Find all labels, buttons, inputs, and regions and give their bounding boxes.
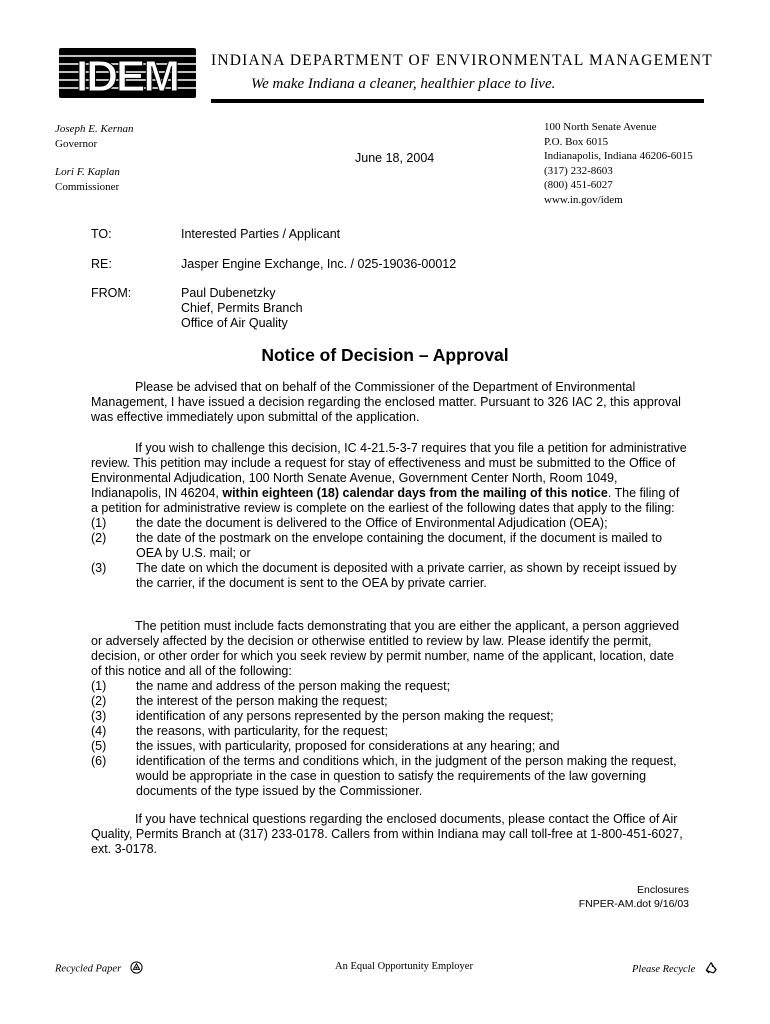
from-value <box>181 286 303 331</box>
list-item-text: the reasons, with particularity, for the request; <box>136 724 388 738</box>
list-item-number: (3) <box>91 561 107 575</box>
list-item <box>91 724 687 739</box>
list-item-number: (6) <box>91 754 107 768</box>
list-item <box>91 516 687 531</box>
list-item <box>91 739 687 754</box>
commissioner-block <box>55 165 120 194</box>
governor-name: Joseph E. Kernan <box>55 123 134 135</box>
petition-items-list <box>91 679 687 799</box>
list-item-text: the date the document is delivered to the Office of Environmental Adjudication (OEA); <box>136 516 608 530</box>
footer-left-text: Recycled Paper <box>55 963 122 975</box>
agency-tagline: We make Indiana a cleaner, healthier place to live. <box>251 76 556 92</box>
from-title: Chief, Permits Branch <box>181 301 303 315</box>
list-item-number: (4) <box>91 724 107 738</box>
list-item-text: the name and address of the person making the request; <box>136 679 451 693</box>
enclosures-block <box>579 883 689 911</box>
address-phone: (317) 232-8603 <box>544 164 613 177</box>
paragraph-advisement <box>91 380 687 425</box>
governor-block <box>55 122 134 151</box>
list-item-number: (1) <box>91 516 107 530</box>
re-label: RE: <box>91 257 112 271</box>
enclosures-label: Enclosures <box>637 884 689 896</box>
address-website: www.in.gov/idem <box>544 193 623 206</box>
notice-title: Notice of Decision – Approval <box>261 345 509 365</box>
from-label: FROM: <box>91 286 132 300</box>
footer-please-recycle <box>632 961 718 978</box>
list-item <box>91 754 687 799</box>
logo-text: IDEM <box>76 52 178 101</box>
list-item <box>91 709 687 724</box>
para3-text: The petition must include facts demonstrating that you are either the applicant, a person aggrieved or adversely affected by the decision or otherwise entitled to review by law. Please identify the permit, decision, or other order for which you seek review by permit number, name of the applicant, location, date of this notice and all of the following: <box>91 619 680 678</box>
list-item <box>91 694 687 709</box>
paragraph-challenge <box>91 441 687 591</box>
filing-dates-list <box>91 516 687 591</box>
list-item-number: (1) <box>91 679 107 693</box>
address-city: Indianapolis, Indiana 46206-6015 <box>544 150 693 162</box>
commissioner-title: Commissioner <box>55 180 120 193</box>
filing-deadline: within eighteen (18) calendar days from the mailing of this notice <box>222 486 608 500</box>
para2-text <box>91 441 687 516</box>
to-value: Interested Parties / Applicant <box>181 227 341 241</box>
recycled-paper-icon <box>130 961 143 977</box>
list-item-number: (3) <box>91 709 107 723</box>
para2-text-a: If you wish to challenge this decision, IC 4-21.5-3-7 requires that you file a petition for administrative review. This petition may include a request for stay of effectiveness and must be submitted to the Office of Environmental Adjudication, 100 North Senate Avenue, Government Center North, Room 1049, Indianapolis, IN 46204, <box>91 441 687 500</box>
document-reference: FNPER-AM.dot 9/16/03 <box>578 898 689 910</box>
paragraph-petition <box>91 619 687 799</box>
letterhead-rule <box>211 99 704 103</box>
para1-text: Please be advised that on behalf of the Commissioner of the Department of Environmental Management, I have issued a decision regarding the enclosed matter. Pursuant to 326 IAC 2, this approval was effective immediately upon submittal of the application. <box>91 380 681 424</box>
footer-equal-opportunity: An Equal Opportunity Employer <box>335 961 473 972</box>
from-office: Office of Air Quality <box>181 316 288 330</box>
to-label: TO: <box>91 227 112 241</box>
idem-logo <box>55 44 200 102</box>
address-po-box: P.O. Box 6015 <box>544 135 609 148</box>
list-item-number: (5) <box>91 739 107 753</box>
list-item-number: (2) <box>91 531 107 545</box>
list-item-text: identification of any persons represented by the person making the request; <box>136 709 554 723</box>
list-item-number: (2) <box>91 694 107 708</box>
para2-text-b: . The filing of a petition for administrative review is complete on the earliest of the following dates that apply to the filing: <box>91 486 680 515</box>
commissioner-name: Lori F. Kaplan <box>55 166 120 178</box>
agency-address <box>544 120 693 207</box>
agency-name: INDIANA DEPARTMENT OF ENVIRONMENTAL MANAGEMENT <box>211 52 713 69</box>
list-item-text: identification of the terms and conditions which, in the judgment of the person making the request, would be appropriate in the case in question to satisfy the requirements of the law governing documents of the type issued by the Commissioner. <box>136 754 677 798</box>
list-item-text: the date of the postmark on the envelope containing the document, if the document is mailed to OEA by U.S. mail; or <box>136 531 663 560</box>
list-item <box>91 531 687 561</box>
footer-right-text: Please Recycle <box>632 963 696 975</box>
address-street: 100 North Senate Avenue <box>544 121 657 133</box>
list-item-text: the interest of the person making the request; <box>136 694 388 708</box>
list-item <box>91 679 687 694</box>
list-item <box>91 561 687 591</box>
governor-title: Governor <box>55 137 98 150</box>
list-item-text: The date on which the document is deposited with a private carrier, as shown by receipt issued by the carrier, if the document is sent to the OEA by private carrier. <box>136 561 677 590</box>
paragraph-contact <box>91 812 687 857</box>
address-tollfree: (800) 451-6027 <box>544 179 613 191</box>
recycle-icon <box>704 961 718 978</box>
from-name: Paul Dubenetzky <box>181 286 276 300</box>
list-item-text: the issues, with particularity, proposed for considerations at any hearing; and <box>136 739 560 753</box>
letter-date: June 18, 2004 <box>355 151 435 165</box>
para4-text: If you have technical questions regarding the enclosed documents, please contact the Office of Air Quality, Permits Branch at (317) 233-0178. Callers from within Indiana may call toll-free at 1-800-451-6027, ext. 3-0178. <box>91 812 683 856</box>
footer-recycled-paper <box>55 961 143 977</box>
re-value: Jasper Engine Exchange, Inc. / 025-19036-00012 <box>181 257 457 271</box>
